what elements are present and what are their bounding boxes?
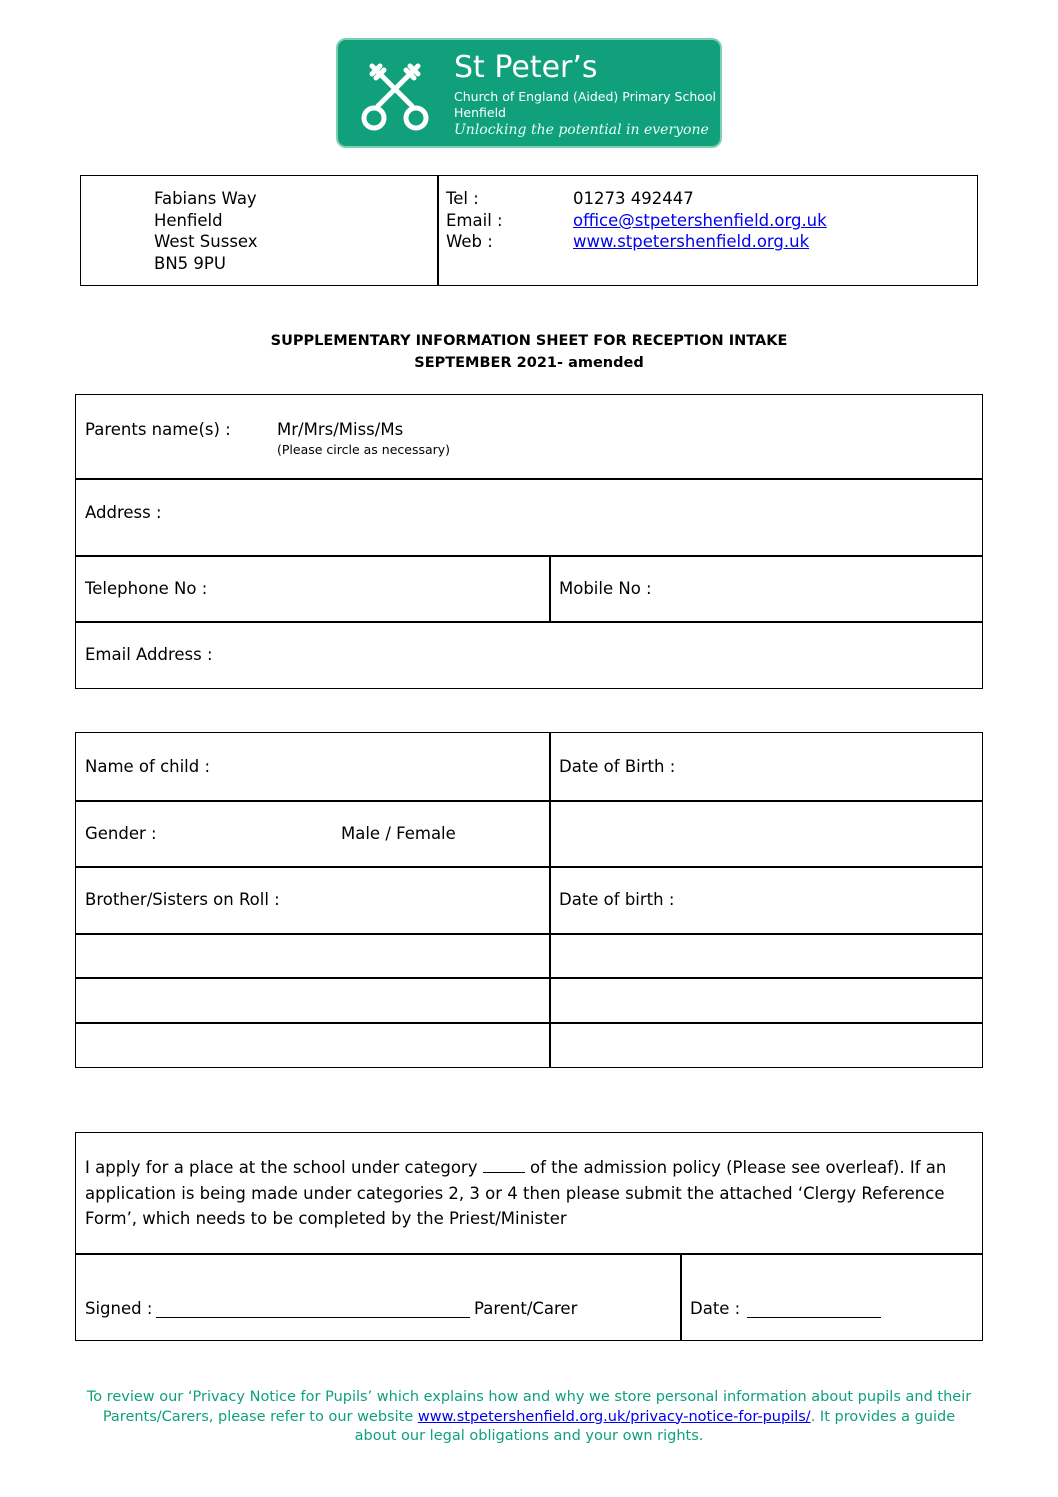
- web-label: Web :: [446, 232, 493, 251]
- privacy-text-end: . It provides a guide about our legal obligations and your own rights.: [354, 1408, 956, 1444]
- address-field-label[interactable]: Address :: [85, 503, 162, 522]
- title-hint: (Please circle as necessary): [277, 442, 451, 457]
- sheet-title-line1: SUPPLEMENTARY INFORMATION SHEET FOR RECEPTION INTAKE: [270, 333, 788, 349]
- application-statement: [85, 1155, 965, 1232]
- date-label: Date :: [690, 1299, 741, 1318]
- logo-subtitle-line2: Henfield: [454, 105, 506, 120]
- school-logo: [336, 38, 722, 148]
- logo-title: St Peter’s: [454, 50, 598, 85]
- column-divider: [549, 733, 551, 1067]
- child-dob-label[interactable]: Date of Birth :: [559, 757, 676, 776]
- logo-tagline: Unlocking the potential in everyone: [454, 122, 709, 138]
- date-line[interactable]: [747, 1301, 881, 1318]
- siblings-label[interactable]: Brother/Sisters on Roll :: [85, 890, 280, 909]
- telephone-field-label[interactable]: Telephone No :: [85, 579, 208, 598]
- email-link[interactable]: office@stpetershenfield.org.uk: [573, 211, 827, 230]
- row-divider: [76, 1253, 982, 1255]
- parent-carer-label: Parent/Carer: [474, 1299, 578, 1318]
- address-line-1: Fabians Way: [154, 189, 257, 208]
- column-divider: [549, 555, 551, 622]
- address-line-4: BN5 9PU: [154, 254, 226, 273]
- gender-label: Gender :: [85, 824, 157, 843]
- gender-options[interactable]: Male / Female: [341, 824, 456, 843]
- tel-label: Tel :: [446, 189, 479, 208]
- crossed-keys-icon: [354, 54, 436, 136]
- row-divider: [76, 866, 982, 868]
- child-name-label[interactable]: Name of child :: [85, 757, 211, 776]
- logo-subtitle: [454, 89, 716, 121]
- mobile-field-label[interactable]: Mobile No :: [559, 579, 652, 598]
- sibling-dob-label[interactable]: Date of birth :: [559, 890, 675, 909]
- category-blank[interactable]: [483, 1156, 525, 1173]
- column-divider: [680, 1253, 682, 1341]
- privacy-text-start: To review our ‘Privacy Notice for Pupils’ which explains how and why we store personal information about pupils and their Parents/Carers, please refer to our website: [86, 1389, 972, 1425]
- logo-subtitle-line1: Church of England (Aided) Primary School: [454, 89, 717, 104]
- row-divider: [76, 1022, 982, 1024]
- parents-name-label: Parents name(s) :: [85, 420, 231, 439]
- application-table: [75, 1132, 983, 1341]
- signed-label: Signed :: [85, 1299, 153, 1318]
- application-text-end: of the admission policy (Please see overleaf). If an application is being made under categories 2, 3 or 4 then please submit the attached ‘Clergy Reference Form’, which needs to be completed by the Priest/Minister: [85, 1158, 947, 1228]
- application-text-start: I apply for a place at the school under category: [85, 1158, 478, 1177]
- sheet-title: [0, 330, 1058, 374]
- parent-details-table: [75, 394, 983, 689]
- row-divider: [76, 621, 982, 623]
- row-divider: [76, 933, 982, 935]
- privacy-notice: [80, 1388, 978, 1447]
- address-line-3: West Sussex: [154, 232, 258, 251]
- sheet-title-line2: SEPTEMBER 2021- amended: [414, 355, 644, 371]
- website-link[interactable]: www.stpetershenfield.org.uk: [573, 232, 810, 251]
- contact-divider: [437, 176, 439, 285]
- address-line-2: Henfield: [154, 211, 223, 230]
- email-label: Email :: [446, 211, 503, 230]
- title-options[interactable]: Mr/Mrs/Miss/Ms: [277, 420, 404, 439]
- row-divider: [76, 478, 982, 480]
- row-divider: [76, 977, 982, 979]
- email-field-label[interactable]: Email Address :: [85, 645, 213, 664]
- privacy-link[interactable]: www.stpetershenfield.org.uk/privacy-notice-for-pupils/: [417, 1408, 811, 1425]
- tel-value: 01273 492447: [573, 189, 694, 208]
- row-divider: [76, 555, 982, 557]
- child-details-table: [75, 732, 983, 1068]
- signature-line[interactable]: [156, 1301, 470, 1318]
- contact-box: [80, 175, 978, 286]
- row-divider: [76, 800, 982, 802]
